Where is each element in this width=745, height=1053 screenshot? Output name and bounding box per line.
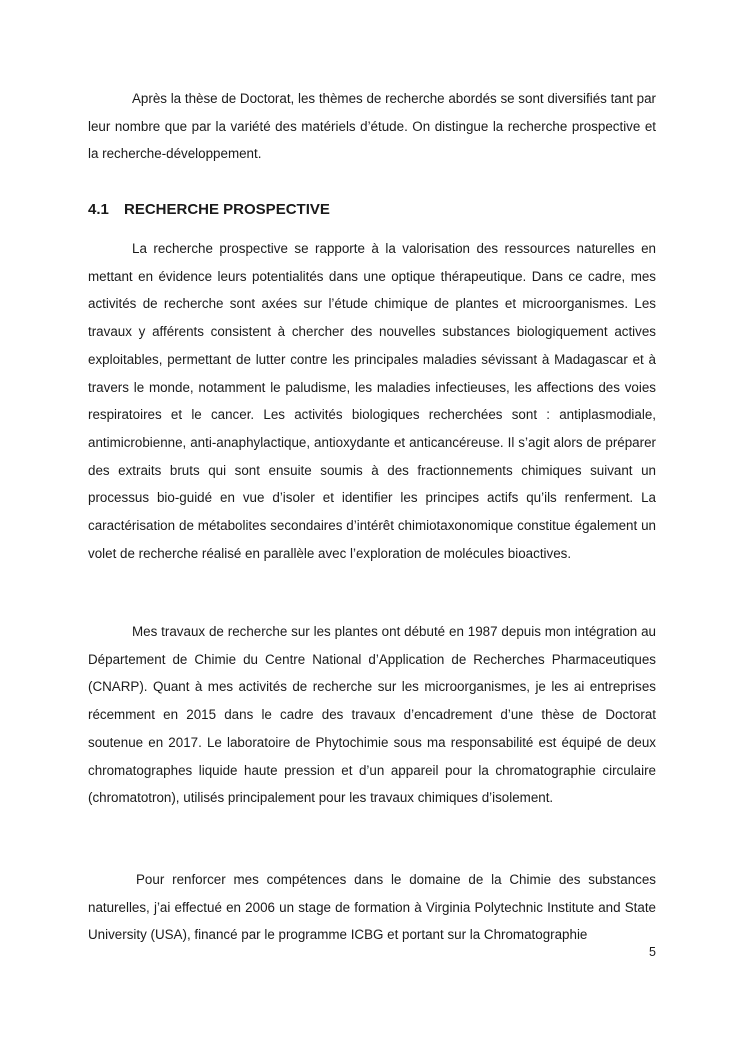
section-title: RECHERCHE PROSPECTIVE [124, 201, 330, 218]
prospective-paragraph: La recherche prospective se rapporte à la valorisation des ressources naturelles en mettant en évidence leurs potentialités dans une optique thérapeutique. Dans ce cadre, mes activités de recherche sont axées sur l’étude chimique de plantes et microorganismes. Les travaux y afférents consistent à chercher des nouvelles substances biologiquement actives exploitables, permettant de lutter contre les principales maladies sévissant à Madagascar et à travers le monde, notamment le paludisme, les maladies infectieuses, les affections des voies respiratoires et le cancer. Les activités biologiques recherchées sont : antiplasmodiale, antimicrobienne, anti-anaphylactique, antioxydante et anticancéreuse. Il s’agit alors de préparer des extraits bruts qui sont ensuite soumis à des fractionnements chimiques suivant un processus bio-guidé en vue d’isoler et identifier les principes actifs qu’ils renferment. La caractérisation de métabolites secondaires d’intérêt chimiotaxonomique constitue également un volet de recherche réalisé en parallèle avec l’exploration de molécules bioactives. [88, 241, 656, 561]
travaux-paragraph: Mes travaux de recherche sur les plantes ont débuté en 1987 depuis mon intégration au Département de Chimie du Centre National d’Application de Recherches Pharmaceutiques (CNARP). Quant à mes activités de recherche sur les microorganismes, je les ai entreprises récemment en 2015 dans le cadre des travaux d’encadrement d’une thèse de Doctorat soutenue en 2017. Le laboratoire de Phytochimie sous ma responsabilité est équipé de deux chromatographes liquide haute pression et d’un appareil pour la chromatographie circulaire (chromatotron), utilisés principalement pour les travaux chimiques d’isolement. [88, 624, 656, 806]
page-number: 5 [649, 945, 656, 959]
competences-paragraph: Pour renforcer mes compétences dans le domaine de la Chimie des substances naturelles, j’ai effectué en 2006 un stage de formation à Virginia Polytechnic Institute and State University (USA), financé par le programme ICBG et portant sur la Chromatographie [88, 872, 656, 943]
section-number: 4.1 [88, 201, 109, 218]
section-heading [88, 199, 330, 221]
intro-paragraph: Après la thèse de Doctorat, les thèmes de recherche abordés se sont diversifiés tant par leur nombre que par la variété des matériels d’étude. On distingue la recherche prospective et la recherche-développement. [88, 91, 657, 162]
